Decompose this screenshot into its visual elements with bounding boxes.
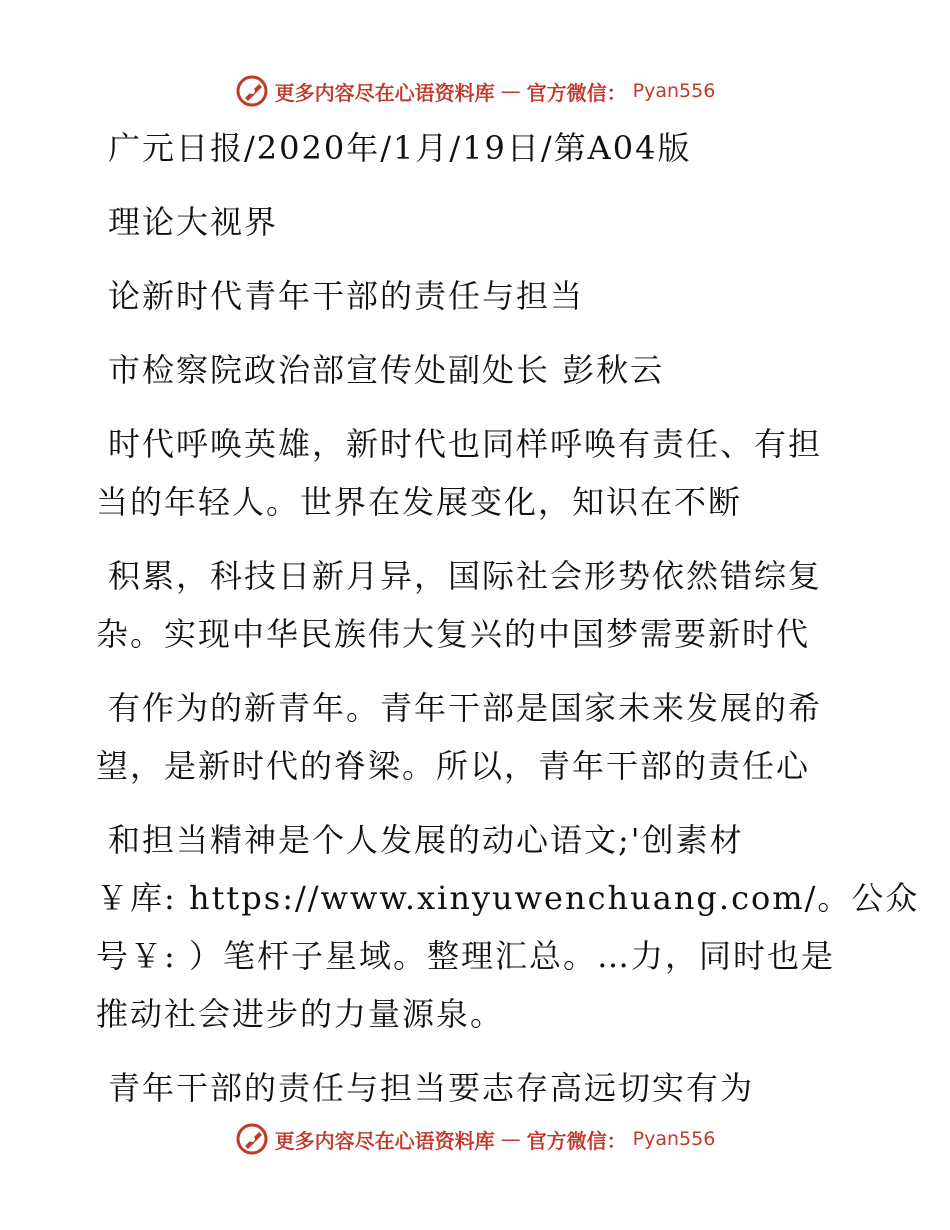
- column-name: 理论大视界: [108, 203, 279, 241]
- body-line: 望，是新时代的脊梁。所以，青年干部的责任心: [96, 747, 811, 785]
- body-line: 号￥: ）笔杆子星域。整理汇总。…力，同时也是: [96, 937, 835, 975]
- watermark-label: 官方微信：: [526, 1128, 627, 1153]
- watermark-wechat-id: Pyan556: [632, 80, 716, 102]
- source-line: 广元日报/2020年/1月/19日/第A04版: [108, 129, 692, 167]
- byline: 市检察院政治部宣传处副处长 彭秋云: [108, 351, 665, 389]
- watermark-header: [0, 74, 950, 108]
- body-line: 积累，科技日新月异，国际社会形势依然错综复: [108, 557, 823, 595]
- body-line: 杂。实现中华民族伟大复兴的中国梦需要新时代: [96, 615, 811, 653]
- watermark-separator: —: [500, 79, 521, 103]
- watermark-logo-icon: [235, 1122, 269, 1156]
- watermark-separator: —: [500, 1127, 521, 1151]
- body-line: ￥库: https://www.xinyuwenchuang.com/。公众: [96, 879, 920, 917]
- body-line: 有作为的新青年。青年干部是国家未来发展的希: [108, 689, 823, 727]
- body-line: 时代呼唤英雄，新时代也同样呼唤有责任、有担: [108, 425, 823, 463]
- watermark-text: 更多内容尽在心语资料库: [274, 80, 495, 105]
- body-line: 推动社会进步的力量源泉。: [96, 995, 505, 1033]
- watermark-logo-icon: [235, 74, 269, 108]
- watermark-wechat-id: Pyan556: [632, 1128, 716, 1150]
- section-heading: 青年干部的责任与担当要志存高远切实有为: [108, 1069, 755, 1107]
- watermark-text: 更多内容尽在心语资料库: [274, 1128, 495, 1153]
- watermark-footer: [0, 1122, 950, 1156]
- body-line: 当的年轻人。世界在发展变化，知识在不断: [96, 483, 743, 521]
- article-title: 论新时代青年干部的责任与担当: [108, 277, 585, 315]
- watermark-label: 官方微信：: [526, 80, 627, 105]
- body-line: 和担当精神是个人发展的动心语文;'创素材: [108, 821, 744, 859]
